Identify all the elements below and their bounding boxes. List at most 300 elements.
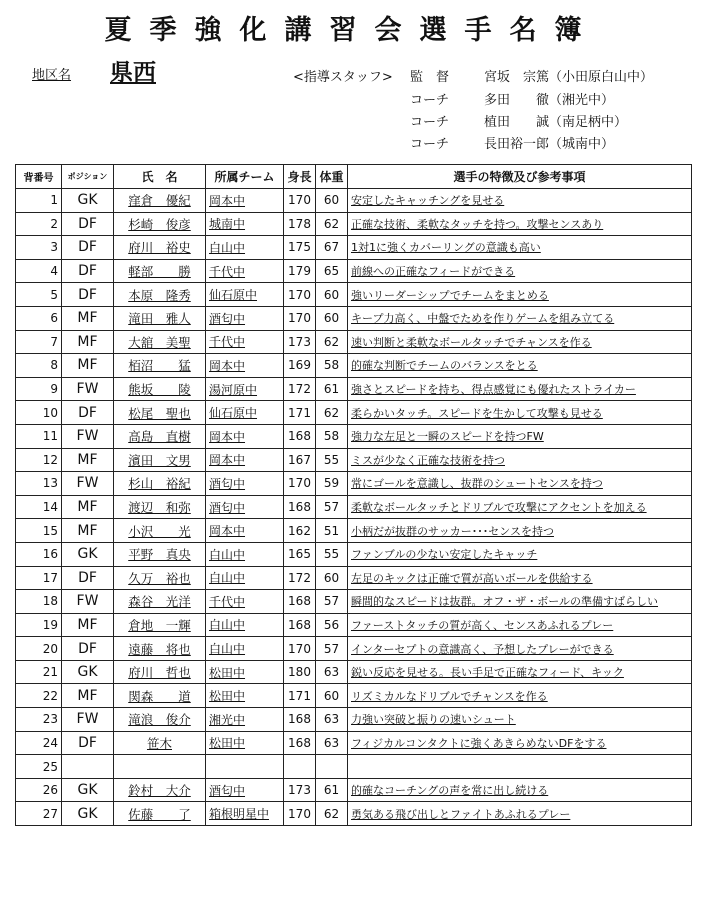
cell-notes — [348, 472, 692, 496]
cell-number: 23 — [16, 708, 62, 732]
cell-name-text: 栢沼 猛 — [128, 358, 191, 374]
table-row — [16, 306, 692, 330]
table-row — [16, 731, 692, 755]
cell-team-text: 白山中 — [209, 547, 246, 562]
cell-team — [206, 802, 284, 826]
cell-team — [206, 212, 284, 236]
table-row — [16, 613, 692, 637]
cell-team — [206, 448, 284, 472]
cell-notes — [348, 613, 692, 637]
cell-team — [206, 401, 284, 425]
cell-name — [114, 189, 206, 213]
cell-notes-text: 速い判断と柔軟なボールタッチでチャンスを作る — [351, 335, 592, 349]
cell-team — [206, 684, 284, 708]
cell-number: 16 — [16, 542, 62, 566]
cell-height: 170 — [284, 283, 316, 307]
cell-team — [206, 306, 284, 330]
cell-notes — [348, 778, 692, 802]
table-row — [16, 542, 692, 566]
header-position: ポジション — [62, 165, 114, 189]
cell-height: 172 — [284, 566, 316, 590]
cell-team-text: 岡本中 — [209, 429, 246, 444]
cell-position: DF — [62, 212, 114, 236]
cell-name — [114, 802, 206, 826]
cell-notes — [348, 306, 692, 330]
cell-number: 27 — [16, 802, 62, 826]
cell-notes-text: 小柄だが抜群のサッカー･･･センスを持つ — [351, 524, 554, 538]
table-row — [16, 259, 692, 283]
cell-height: 170 — [284, 802, 316, 826]
cell-position — [62, 755, 114, 779]
cell-notes — [348, 731, 692, 755]
cell-height: 170 — [284, 306, 316, 330]
header-weight: 体重 — [316, 165, 348, 189]
cell-team — [206, 519, 284, 543]
cell-weight: 60 — [316, 306, 348, 330]
table-row — [16, 354, 692, 378]
cell-number: 25 — [16, 755, 62, 779]
cell-notes — [348, 542, 692, 566]
cell-notes-text: 強力な左足と一瞬のスピードを持つFW — [351, 430, 544, 444]
cell-name-text: 軽部 勝 — [128, 264, 191, 280]
cell-weight: 57 — [316, 637, 348, 661]
cell-name-text: 遠藤 将也 — [128, 641, 191, 657]
cell-number: 1 — [16, 189, 62, 213]
cell-team — [206, 330, 284, 354]
cell-number: 5 — [16, 283, 62, 307]
cell-team-text: 白山中 — [209, 642, 246, 657]
cell-team — [206, 495, 284, 519]
cell-name-text: 鈴村 大介 — [128, 783, 191, 799]
cell-team-text: 箱根明星中 — [209, 807, 270, 822]
cell-notes — [348, 259, 692, 283]
table-row — [16, 778, 692, 802]
cell-weight: 55 — [316, 448, 348, 472]
cell-name-text: 本原 隆秀 — [128, 287, 191, 303]
cell-team — [206, 731, 284, 755]
cell-team-text: 岡本中 — [209, 358, 246, 373]
cell-name-text: 森谷 光洋 — [128, 594, 191, 610]
cell-name — [114, 731, 206, 755]
cell-name-text: 倉地 一輝 — [128, 617, 191, 633]
cell-team-text: 千代中 — [209, 594, 246, 609]
cell-height: 167 — [284, 448, 316, 472]
cell-notes — [348, 802, 692, 826]
cell-weight: 62 — [316, 330, 348, 354]
cell-position: MF — [62, 613, 114, 637]
cell-number: 2 — [16, 212, 62, 236]
cell-name — [114, 283, 206, 307]
cell-position: FW — [62, 424, 114, 448]
cell-name — [114, 354, 206, 378]
cell-weight: 62 — [316, 802, 348, 826]
cell-name — [114, 590, 206, 614]
cell-team-text: 千代中 — [209, 335, 246, 350]
cell-notes-text: 瞬間的なスピードは抜群。オフ・ザ・ボールの準備すばらしい — [351, 595, 659, 609]
table-row — [16, 802, 692, 826]
cell-notes-text: ミスが少なく正確な技術を持つ — [351, 453, 505, 467]
cell-name-text: 府川 裕史 — [128, 240, 191, 256]
cell-name — [114, 684, 206, 708]
cell-name-text: 笹木 — [146, 735, 172, 751]
cell-name-text: 滝浪 俊介 — [128, 712, 191, 728]
cell-height: 168 — [284, 731, 316, 755]
cell-notes — [348, 519, 692, 543]
cell-team-text: 白山中 — [209, 571, 246, 586]
cell-team-text: 松田中 — [209, 665, 246, 680]
header-name: 氏 名 — [114, 165, 206, 189]
cell-notes — [348, 212, 692, 236]
cell-name — [114, 212, 206, 236]
cell-notes-text: 正確な技術、柔軟なタッチを持つ。攻撃センスあり — [351, 217, 604, 231]
cell-team-text: 白山中 — [209, 240, 246, 255]
cell-weight: 51 — [316, 519, 348, 543]
cell-position: GK — [62, 660, 114, 684]
table-row — [16, 189, 692, 213]
cell-position: MF — [62, 306, 114, 330]
cell-name — [114, 566, 206, 590]
cell-team — [206, 708, 284, 732]
table-row — [16, 212, 692, 236]
staff-role: コーチ — [410, 115, 450, 130]
cell-height: 168 — [284, 424, 316, 448]
table-row — [16, 495, 692, 519]
cell-notes-text: 的確な判断でチームのバランスをとる — [351, 359, 538, 373]
cell-position: GK — [62, 542, 114, 566]
cell-weight: 60 — [316, 566, 348, 590]
region-value: 県西 — [110, 60, 156, 86]
cell-position: DF — [62, 283, 114, 307]
cell-team — [206, 472, 284, 496]
cell-notes-text: 強さとスピードを持ち、得点感覚にも優れたストライカー — [351, 383, 636, 397]
table-row — [16, 330, 692, 354]
cell-name-text: 大舘 美聖 — [128, 334, 191, 350]
cell-number: 18 — [16, 590, 62, 614]
cell-position: MF — [62, 495, 114, 519]
cell-number: 26 — [16, 778, 62, 802]
cell-height: 170 — [284, 189, 316, 213]
cell-position: GK — [62, 189, 114, 213]
cell-team-text: 岡本中 — [209, 524, 246, 539]
table-row — [16, 472, 692, 496]
cell-notes — [348, 755, 692, 779]
cell-notes — [348, 330, 692, 354]
cell-position: FW — [62, 472, 114, 496]
cell-name — [114, 637, 206, 661]
table-row — [16, 660, 692, 684]
region-label: 地区名 — [32, 68, 72, 83]
cell-height: 168 — [284, 590, 316, 614]
cell-notes — [348, 708, 692, 732]
cell-weight: 65 — [316, 259, 348, 283]
cell-notes-text: 勇気ある飛び出しとファイトあふれるプレー — [351, 807, 571, 821]
cell-team-text: 仙石原中 — [209, 288, 258, 303]
cell-position: MF — [62, 330, 114, 354]
cell-notes — [348, 236, 692, 260]
cell-team — [206, 259, 284, 283]
cell-notes-text: 左足のキックは正確で質が高いボールを供給する — [351, 571, 593, 585]
cell-height: 170 — [284, 472, 316, 496]
cell-weight: 60 — [316, 684, 348, 708]
staff-role: コーチ — [410, 93, 450, 108]
cell-position: DF — [62, 236, 114, 260]
cell-notes-text: 強いリーダーシップでチームをまとめる — [351, 288, 549, 302]
staff-name: 多田 徹（湘光中） — [484, 93, 615, 108]
cell-name-text: 濱田 文男 — [128, 452, 191, 468]
cell-team-text: 城南中 — [209, 217, 246, 232]
cell-position: FW — [62, 590, 114, 614]
cell-weight: 58 — [316, 354, 348, 378]
cell-number: 7 — [16, 330, 62, 354]
cell-weight: 62 — [316, 212, 348, 236]
staff-role: 監 督 — [410, 70, 450, 85]
cell-name-text: 杉山 裕紀 — [128, 476, 191, 492]
table-row — [16, 236, 692, 260]
cell-weight: 57 — [316, 590, 348, 614]
cell-team-text: 酒匂中 — [209, 476, 246, 491]
cell-notes-text: フィジカルコンタクトに強くあきらめないDFをする — [351, 736, 607, 750]
cell-height: 175 — [284, 236, 316, 260]
cell-team — [206, 283, 284, 307]
cell-position: DF — [62, 731, 114, 755]
cell-team — [206, 613, 284, 637]
cell-weight: 61 — [316, 377, 348, 401]
cell-notes-text: インターセプトの意識高く、予想したプレーができる — [351, 642, 614, 656]
cell-team — [206, 354, 284, 378]
cell-position: MF — [62, 354, 114, 378]
cell-weight: 67 — [316, 236, 348, 260]
cell-name — [114, 495, 206, 519]
header-team: 所属チーム — [206, 165, 284, 189]
cell-notes-text: 1対1に強くカバーリングの意識も高い — [351, 241, 541, 255]
cell-notes-text: 柔らかいタッチ。スピードを生かして攻撃も見せる — [351, 406, 603, 420]
cell-position: GK — [62, 802, 114, 826]
cell-team-text: 松田中 — [209, 736, 246, 751]
cell-team-text: 白山中 — [209, 618, 246, 633]
cell-team — [206, 590, 284, 614]
cell-weight: 60 — [316, 189, 348, 213]
cell-number: 17 — [16, 566, 62, 590]
table-row — [16, 708, 692, 732]
cell-team-text: 酒匂中 — [209, 500, 246, 515]
cell-name — [114, 660, 206, 684]
cell-name — [114, 377, 206, 401]
cell-team-text: 湘光中 — [209, 712, 246, 727]
cell-weight: 63 — [316, 731, 348, 755]
cell-team-text: 千代中 — [209, 264, 246, 279]
table-header-row — [16, 165, 692, 189]
cell-name — [114, 424, 206, 448]
cell-notes — [348, 495, 692, 519]
cell-name-text: 高島 直樹 — [128, 429, 191, 445]
cell-number: 22 — [16, 684, 62, 708]
cell-weight — [316, 755, 348, 779]
cell-notes-text: キープ力高く、中盤でためを作りゲームを組み立てる — [351, 312, 615, 326]
cell-team-text: 酒匂中 — [209, 783, 246, 798]
cell-number: 10 — [16, 401, 62, 425]
cell-weight: 63 — [316, 660, 348, 684]
cell-name-text: 窪倉 優紀 — [128, 193, 191, 209]
cell-position: FW — [62, 708, 114, 732]
header-number: 背番号 — [16, 165, 62, 189]
cell-name — [114, 401, 206, 425]
table-row — [16, 566, 692, 590]
cell-team-text: 仙石原中 — [209, 406, 258, 421]
cell-height: 172 — [284, 377, 316, 401]
cell-height: 178 — [284, 212, 316, 236]
staff-role: コーチ — [410, 137, 450, 152]
cell-position: DF — [62, 401, 114, 425]
staff-label: <指導スタッフ> — [293, 70, 393, 85]
cell-team — [206, 424, 284, 448]
cell-name — [114, 472, 206, 496]
cell-name — [114, 259, 206, 283]
cell-position: DF — [62, 259, 114, 283]
cell-notes — [348, 377, 692, 401]
cell-height: 170 — [284, 637, 316, 661]
cell-team — [206, 236, 284, 260]
cell-team-text: 酒匂中 — [209, 311, 246, 326]
cell-height: 168 — [284, 495, 316, 519]
document-title: 夏季強化講習会選手名簿 — [104, 15, 600, 46]
cell-team-text: 岡本中 — [209, 193, 246, 208]
cell-team — [206, 542, 284, 566]
cell-notes — [348, 401, 692, 425]
cell-notes-text: 柔軟なボールタッチとドリブルで攻撃にアクセントを加える — [351, 501, 647, 515]
cell-notes — [348, 566, 692, 590]
table-row — [16, 590, 692, 614]
cell-number: 15 — [16, 519, 62, 543]
cell-team — [206, 660, 284, 684]
cell-name-text: 府川 哲也 — [128, 665, 191, 681]
cell-name — [114, 708, 206, 732]
cell-team — [206, 755, 284, 779]
cell-name-text: 佐藤 了 — [128, 806, 191, 822]
staff-name: 長田裕一郎（城南中） — [484, 137, 615, 152]
cell-team — [206, 377, 284, 401]
table-row — [16, 377, 692, 401]
cell-notes — [348, 354, 692, 378]
cell-number: 3 — [16, 236, 62, 260]
cell-number: 8 — [16, 354, 62, 378]
table-row — [16, 755, 692, 779]
cell-notes-text: 前線への正確なフィードができる — [351, 265, 516, 279]
table-row — [16, 637, 692, 661]
cell-team — [206, 566, 284, 590]
cell-name — [114, 755, 206, 779]
cell-name-text: 熊坂 陵 — [128, 382, 191, 398]
cell-number: 11 — [16, 424, 62, 448]
cell-number: 19 — [16, 613, 62, 637]
cell-number: 12 — [16, 448, 62, 472]
cell-number: 9 — [16, 377, 62, 401]
cell-height: 180 — [284, 660, 316, 684]
cell-notes-text: 鋭い反応を見せる。長い手足で正確なフィード、キック — [351, 666, 624, 680]
cell-notes-text: ファンブルの少ない安定したキャッチ — [351, 548, 538, 562]
cell-name-text: 滝田 雅人 — [128, 311, 191, 327]
cell-team-text: 松田中 — [209, 689, 246, 704]
cell-name — [114, 236, 206, 260]
cell-name — [114, 306, 206, 330]
cell-weight: 63 — [316, 708, 348, 732]
cell-position: GK — [62, 778, 114, 802]
cell-name — [114, 448, 206, 472]
cell-position: MF — [62, 448, 114, 472]
cell-weight: 55 — [316, 542, 348, 566]
cell-number: 24 — [16, 731, 62, 755]
cell-name-text: 関森 道 — [128, 688, 191, 704]
cell-position: DF — [62, 566, 114, 590]
table-row — [16, 519, 692, 543]
cell-name-text: 杉崎 俊彦 — [128, 216, 191, 232]
cell-name-text: 小沢 光 — [128, 523, 191, 539]
cell-notes — [348, 448, 692, 472]
cell-number: 20 — [16, 637, 62, 661]
cell-weight: 57 — [316, 495, 348, 519]
cell-weight: 58 — [316, 424, 348, 448]
cell-name-text: 松尾 聖也 — [128, 405, 191, 421]
cell-team — [206, 637, 284, 661]
cell-notes-text: 的確なコーチングの声を常に出し続ける — [351, 784, 549, 798]
cell-height: 171 — [284, 401, 316, 425]
cell-weight: 60 — [316, 283, 348, 307]
cell-number: 13 — [16, 472, 62, 496]
cell-name-text: 久万 裕也 — [128, 570, 191, 586]
cell-height: 171 — [284, 684, 316, 708]
cell-team-text: 岡本中 — [209, 453, 246, 468]
table-row — [16, 684, 692, 708]
cell-notes — [348, 637, 692, 661]
cell-notes-text: 安定したキャッチングを見せる — [351, 194, 505, 208]
cell-height: 165 — [284, 542, 316, 566]
cell-weight: 62 — [316, 401, 348, 425]
cell-number: 21 — [16, 660, 62, 684]
cell-height: 168 — [284, 708, 316, 732]
cell-notes — [348, 424, 692, 448]
staff-name: 植田 誠（南足柄中） — [484, 115, 628, 130]
cell-name — [114, 613, 206, 637]
header-notes: 選手の特徴及び参考事項 — [348, 165, 692, 189]
cell-number: 14 — [16, 495, 62, 519]
cell-team — [206, 189, 284, 213]
cell-position: MF — [62, 519, 114, 543]
table-row — [16, 283, 692, 307]
table-row — [16, 448, 692, 472]
cell-position: FW — [62, 377, 114, 401]
cell-weight: 56 — [316, 613, 348, 637]
cell-notes — [348, 660, 692, 684]
cell-height: 169 — [284, 354, 316, 378]
cell-notes — [348, 590, 692, 614]
cell-number: 6 — [16, 306, 62, 330]
cell-name — [114, 519, 206, 543]
cell-height: 168 — [284, 613, 316, 637]
cell-name — [114, 542, 206, 566]
table-row — [16, 401, 692, 425]
cell-height: 173 — [284, 778, 316, 802]
roster-table — [15, 164, 692, 826]
cell-notes — [348, 283, 692, 307]
header-height: 身長 — [284, 165, 316, 189]
cell-notes-text: リズミカルなドリブルでチャンスを作る — [351, 689, 548, 703]
cell-height: 179 — [284, 259, 316, 283]
cell-notes-text: ファーストタッチの質が高く、センスあふれるプレー — [351, 618, 614, 632]
cell-height — [284, 755, 316, 779]
cell-name — [114, 778, 206, 802]
cell-weight: 59 — [316, 472, 348, 496]
cell-notes-text: 常にゴールを意識し、抜群のシュートセンスを持つ — [351, 477, 603, 491]
cell-name-text: 渡辺 和弥 — [128, 500, 191, 516]
